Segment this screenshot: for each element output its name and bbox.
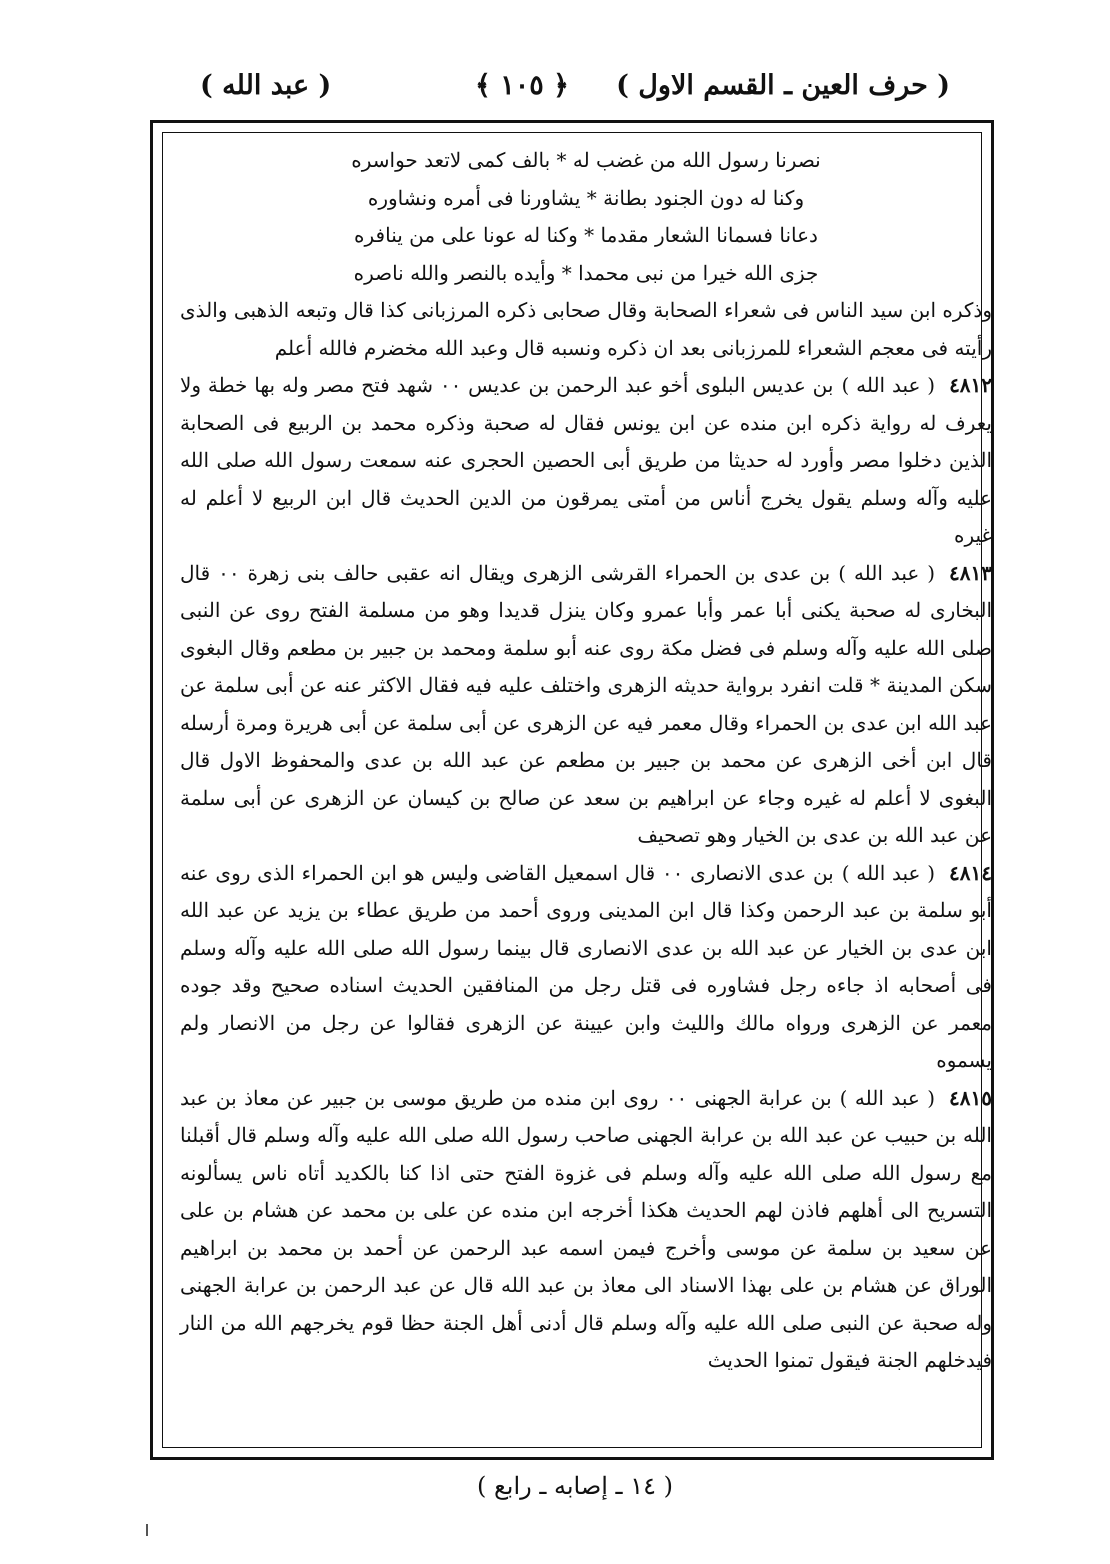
page-number: ﴿ ١٠٥ ﴾	[475, 70, 569, 101]
entry-text: بن عرابة الجهنى ٠٠ روى ابن منده من طريق موسى بن جبير عن معاذ بن عبد الله بن حبيب عن عبد الله بن عرابة الجهنى صاحب رسول الله صلى الله عليه وآله وسلم قال أقبلنا مع رسول الله صلى الله عليه وآله وسلم فى غزوة الفتح حتى اذا كنا بالكديد أتاه ناس يسألونه التسريح الى أهلهم فاذن لهم الحديث هكذا أخرجه ابن منده عن على بن محمد عن هشام بن على عن سعيد بن سلمة عن موسى وأخرج فيمن اسمه عبد الرحمن عن أحمد بن محمد بن ابراهيم الوراق عن هشام بن على بهذا الاسناد الى معاذ بن عبد الله قال عن عبد الرحمن بن عرابة الجهنى وله صحبة عن النبى صلى الله عليه وآله وسلم قال أدنى أهل الجنة حظا قوم يخرجهم الله من النار فيدخلهم الجنة فيقول تمنوا الحديث	[180, 1085, 993, 1372]
intro-paragraph: وذكره ابن سيد الناس فى شعراء الصحابة وقال صحابى ذكره المرزبانى كذا قال وتبعه الذهبى والذى رأيته فى معجم الشعراء للمرزبانى بعد ان ذكره ونسبه قال وعبد الله مخضرم فالله أعلم	[180, 298, 992, 360]
entry-text: بن عديس البلوى أخو عبد الرحمن بن عديس ٠٠ شهد فتح مصر وله بها خطة ولا يعرف له رواية ذكره ابن منده عن ابن يونس فقال له صحبة وذكره محمد بن الربيع فى الصحابة الذين دخلوا مصر وأورد له حديثا من طريق أبى الحصين الحجرى عنه سمعت رسول الله صلى الله عليه وآله وسلم يقول يخرج أناس من أمتى يمرقون من الدين الحديث قال ابن الربيع لا أعلم له غيره	[180, 373, 993, 547]
signature-mark: ( ١٤ ـ إصابه ـ رابع )	[477, 1472, 673, 1500]
poem	[180, 142, 992, 292]
entry-number: ٤٨١٢	[949, 373, 993, 397]
poem-verse: نصرنا رسول الله من غضب له * بالف كمى لاتعد حواسره	[351, 148, 821, 172]
entry-4815	[180, 1080, 992, 1380]
entry-text: بن عدى الانصارى ٠٠ قال اسمعيل القاضى وليس هو ابن الحمراء الذى روى عنه أبو سلمة بن عبد الرحمن وكذا قال ابن المدينى وروى أحمد من طريق عطاء بن يزيد عن عبد الله ابن عدى بن الخيار عن عبد الله بن عدى الانصارى قال بينما رسول الله صلى الله عليه وآله وسلم فى أصحابه اذ جاءه رجل فشاوره فى قتل رجل من المنافقين الحديث اسناده صحيح وقد جوده معمر عن الزهرى ورواه مالك والليث وابن عيينة عن الزهرى فقالوا عن رجل من الانصار ولم يسموه	[180, 860, 992, 1072]
entry-name: ( عبد الله )	[839, 1085, 936, 1110]
entry-text: بن عدى بن الحمراء القرشى الزهرى ويقال انه عقبى حالف بنى زهرة ٠٠ قال البخارى له صحبة يكنى أبا عمر وأبا عمرو وكان ينزل قديدا وهو من مسلمة الفتح روى عن النبى صلى الله عليه وآله وسلم فى فضل مكة روى عنه أبو سلمة ومحمد بن جبير بن مطعم وقال البغوى سكن المدينة * قلت انفرد برواية حديثه الزهرى واختلف عليه فيه فقال الاكثر عنه عن أبى سلمة عن عبد الله ابن عدى بن الحمراء وقال معمر فيه عن الزهرى عن أبى سلمة عن أبى هريرة ومرة أرسله قال ابن أخى الزهرى عن محمد بن جبير بن مطعم عن عبد الله بن عدى والمحفوظ الاول قال البغوى لا أعلم له غيره وجاء عن ابراهيم بن سعد عن صالح بن كيسان عن الزهرى عن أبى سلمة عن عبد الله بن عدى بن الخيار وهو تصحيف	[180, 560, 992, 847]
entry-name: ( عبد الله )	[841, 860, 936, 885]
entry-4814	[180, 855, 992, 1080]
entry-name: ( عبد الله )	[838, 560, 936, 585]
entry-4813	[180, 555, 992, 855]
section-title: ( حرف العين ـ القسم الاول )	[616, 70, 950, 101]
poem-verse: وكنا له دون الجنود بطانة * يشاورنا فى أمره ونشاوره	[367, 185, 805, 210]
scan-mark	[146, 1524, 148, 1536]
poem-verse: دعانا فسمانا الشعار مقدما * وكنا له عونا على من ينافره	[354, 223, 818, 247]
running-header	[150, 70, 950, 122]
entry-number: ٤٨١٣	[949, 560, 992, 585]
entry-4812	[180, 367, 992, 555]
entry-name: ( عبد الله )	[841, 373, 936, 397]
poem-verse: جزى الله خيرا من نبى محمدا * وأيده بالنصر والله ناصره	[353, 260, 819, 285]
main-text	[180, 142, 992, 1380]
entry-title: ( عبد الله )	[200, 70, 332, 101]
entry-number: ٤٨١٥	[949, 1085, 992, 1110]
entry-number: ٤٨١٤	[949, 860, 992, 885]
